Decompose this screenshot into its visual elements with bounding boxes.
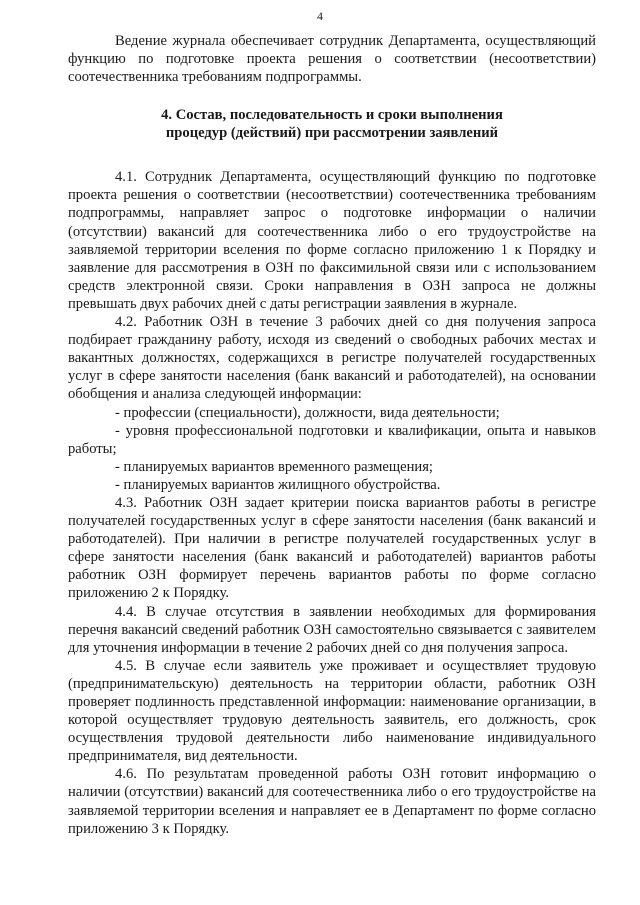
paragraph-4-5: 4.5. В случае если заявитель уже проживает и осуществляет трудовую (предпринимательскую) деятельность на территории области, работник ОЗН проверяет подлинность представленной информации: наименование организации, в которой осуществляет трудовую деятельность заявитель, его должность, срок осуществления трудовой деятельности либо наименование индивидуального предпринимателя, вид деятельности. — [68, 657, 596, 765]
paragraph-4-6: 4.6. По результатам проведенной работы ОЗН готовит информацию о наличии (отсутствии) вакансий для соотечественника либо о его трудоустройстве на заявляемой территории вселения и направляет ее в Департамент по форме согласно приложению 3 к Порядку. — [68, 766, 596, 837]
paragraph-4-2: 4.2. Работник ОЗН в течение 3 рабочих дней со дня получения запроса подбирает гражданину работу, исходя из сведений о свободных рабочих местах и вакантных должностях, содержащихся в регистре получателей государственных услуг в сфере занятости населения (банк вакансий и работодателей), на основании обобщения и анализа следующей информации: — [68, 314, 596, 403]
list-item: - профессии (специальности), должности, вида деятельности; — [115, 404, 500, 421]
section-title-line-1: 4. Состав, последовательность и сроки выполнения — [161, 107, 503, 124]
paragraph-4-1: 4.1. Сотрудник Департамента, осуществляющий функцию по подготовке проекта решения о соответствии (несоответствии) соотечественника требованиям подпрограммы, направляет запрос о подготовке информации о наличии (отсутствии) вакансий для соотечественника либо о его трудоустройстве на заявляемой территории вселения по форме согласно приложению 1 к Порядку и заявление для рассмотрения в ОЗН по факсимильной связи или с использованием средств электронной связи. Сроки направления в ОЗН запроса не должны превышать двух рабочих дней с даты регистрации заявления в журнале. — [68, 169, 596, 312]
section-title-line-2: процедур (действий) при рассмотрении заявлений — [165, 125, 499, 142]
document-body — [68, 32, 596, 838]
list-item: - планируемых вариантов временного размещения; — [115, 458, 433, 475]
list-item: - планируемых вариантов жилищного обустройства. — [115, 476, 441, 493]
intro-paragraph: Ведение журнала обеспечивает сотрудник Департамента, осуществляющий функцию по подготовке проекта решения о соответствии (несоответствии) соотечественника требованиям подпрограммы. — [68, 33, 596, 86]
list-item: - уровня профессиональной подготовки и квалификации, опыта и навыков работы; — [68, 422, 596, 457]
paragraph-4-3: 4.3. Работник ОЗН задает критерии поиска вариантов работы в регистре получателей государственных услуг в сфере занятости населения (банк вакансий и работодателей). При наличии в регистре получателей государственных услуг в сфере занятости населения (банк вакансий и работодателей) вариантов работы работник ОЗН формирует перечень вариантов работы по форме согласно приложению 2 к Порядку. — [68, 494, 596, 602]
paragraph-4-4: 4.4. В случае отсутствия в заявлении необходимых для формирования перечня вакансий сведений работник ОЗН самостоятельно связывается с заявителем для уточнения информации в течение 2 рабочих дней со дня получения запроса. — [68, 603, 596, 656]
section-heading — [68, 106, 596, 142]
page-number: 4 — [317, 9, 323, 23]
